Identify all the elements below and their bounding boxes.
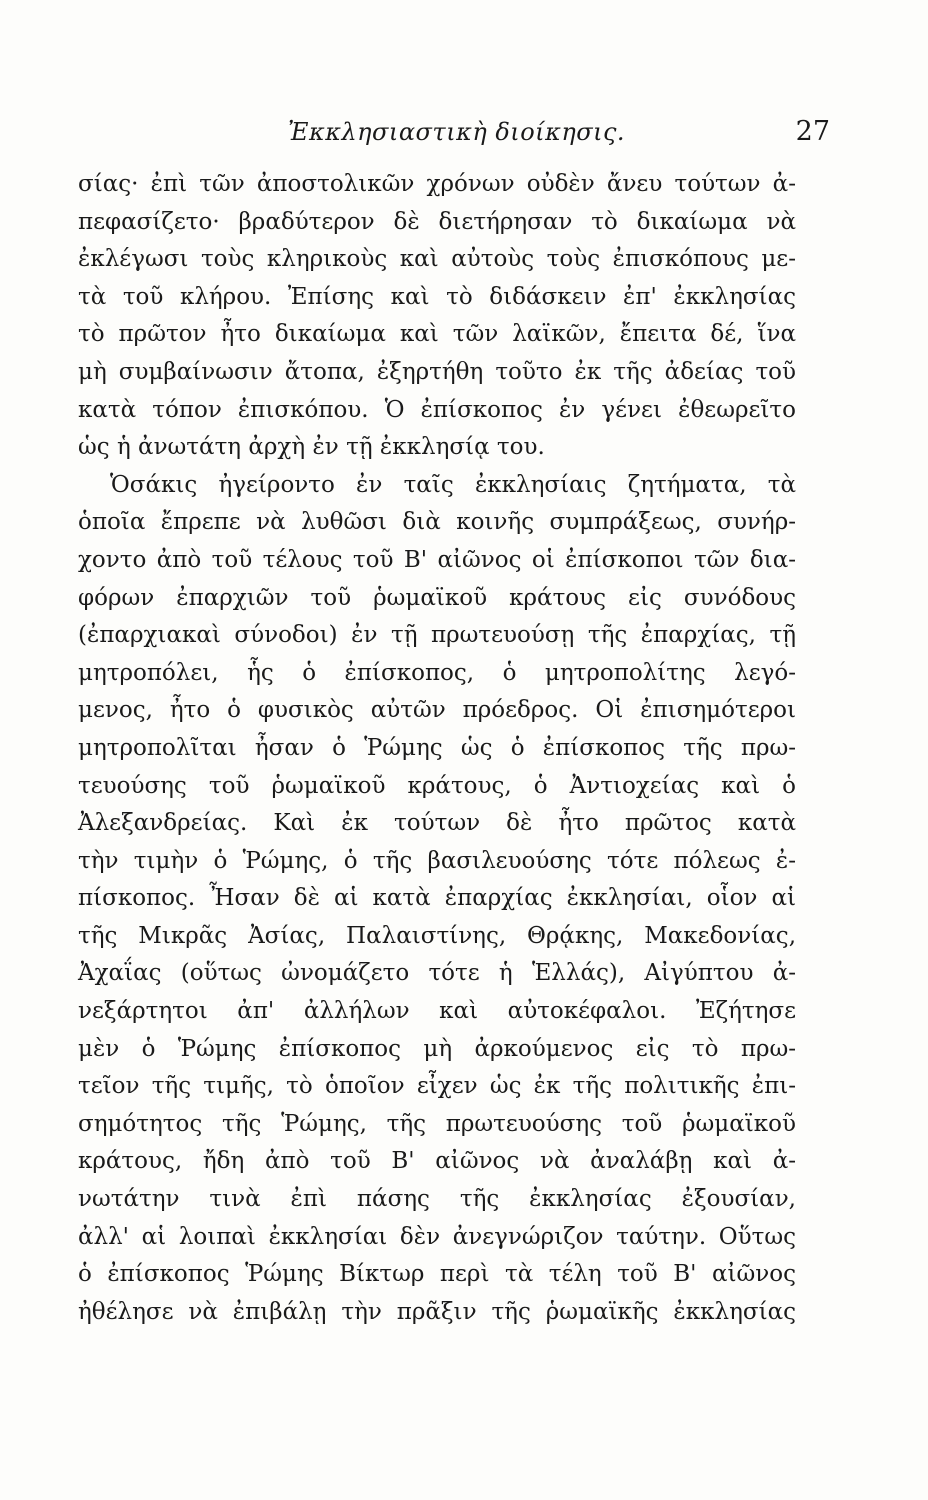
- text-line: ἀλλ' αἱ λοιπαὶ ἐκκλησίαι δὲν ἀνεγνώριζον ταύτην. Οὕτως: [78, 1223, 796, 1250]
- text-line: μητροπολῖται ἦσαν ὁ Ῥώμης ὡς ὁ ἐπίσκοπος τῆς πρω-: [78, 734, 796, 761]
- text-line: πίσκοπος. Ἦσαν δὲ αἱ κατὰ ἐπαρχίας ἐκκλησίαι, οἷον αἱ: [78, 885, 796, 912]
- text-line: ἠθέλησε νὰ ἐπιβάλῃ τὴν πρᾶξιν τῆς ῥωμαϊκῆς ἐκκλησίας: [78, 1298, 796, 1325]
- text-line: τὸ πρῶτον ἦτο δικαίωμα καὶ τῶν λαϊκῶν, ἔπειτα δέ, ἵνα: [78, 321, 796, 348]
- text-line: τῆς Μικρᾶς Ἀσίας, Παλαιστίνης, Θρᾴκης, Μακεδονίας,: [78, 922, 796, 949]
- text-line: σημότητος τῆς Ῥώμης, τῆς πρωτευούσης τοῦ ῥωμαϊκοῦ: [78, 1110, 796, 1137]
- text-line: σίας· ἐπὶ τῶν ἀποστολικῶν χρόνων οὐδὲν ἄνευ τούτων ἀ-: [78, 171, 796, 197]
- text-line: Ἀχαΐας (οὕτως ὠνομάζετο τότε ἡ Ἑλλάς), Αἰγύπτου ἀ-: [78, 960, 796, 987]
- text-line: τευούσης τοῦ ῥωμαϊκοῦ κράτους, ὁ Ἀντιοχείας καὶ ὁ: [78, 772, 796, 799]
- text-line: ὁποῖα ἔπρεπε νὰ λυθῶσι διὰ κοινῆς συμπράξεως, συνήρ-: [78, 509, 796, 536]
- text-line: τὴν τιμὴν ὁ Ῥώμης, ὁ τῆς βασιλευούσης τότε πόλεως ἐ-: [78, 847, 796, 874]
- paragraph-end-line: ὡς ἡ ἀνωτάτη ἀρχὴ ἐν τῇ ἐκκλησίᾳ του.: [78, 434, 545, 461]
- text-line: πεφασίζετο· βραδύτερον δὲ διετήρησαν τὸ δικαίωμα νὰ: [78, 208, 796, 235]
- body-text: [78, 166, 796, 1331]
- text-line: Ἀλεξανδρείας. Καὶ ἐκ τούτων δὲ ἦτο πρῶτος κατὰ: [78, 810, 796, 837]
- text-line: μὲν ὁ Ῥώμης ἐπίσκοπος μὴ ἀρκούμενος εἰς τὸ πρω-: [78, 1035, 796, 1062]
- running-head: [78, 118, 830, 148]
- text-line: τεῖον τῆς τιμῆς, τὸ ὁποῖον εἶχεν ὡς ἐκ τῆς πολιτικῆς ἐπι-: [78, 1073, 796, 1100]
- paragraph-start-line: Ὁσάκις ἠγείροντο ἐν ταῖς ἐκκλησίαις ζητήματα, τὰ: [110, 471, 796, 498]
- text-line: χοντο ἀπὸ τοῦ τέλους τοῦ Β' αἰῶνος οἱ ἐπίσκοποι τῶν δια-: [78, 546, 796, 573]
- text-line: μὴ συμβαίνωσιν ἄτοπα, ἐξηρτήθη τοῦτο ἐκ τῆς ἀδείας τοῦ: [78, 358, 796, 385]
- text-line: μενος, ἦτο ὁ φυσικὸς αὐτῶν πρόεδρος. Οἱ ἐπισημότεροι: [78, 697, 796, 724]
- text-line: μητροπόλει, ἧς ὁ ἐπίσκοπος, ὁ μητροπολίτης λεγό-: [78, 659, 796, 686]
- text-line: ἐκλέγωσι τοὺς κληρικοὺς καὶ αὐτοὺς τοὺς ἐπισκόπους με-: [78, 246, 796, 273]
- text-line: τὰ τοῦ κλήρου. Ἐπίσης καὶ τὸ διδάσκειν ἐπ' ἐκκλησίας: [78, 283, 796, 310]
- text-line: νωτάτην τινὰ ἐπὶ πάσης τῆς ἐκκλησίας ἐξουσίαν,: [78, 1186, 796, 1213]
- text-line: φόρων ἐπαρχιῶν τοῦ ῥωμαϊκοῦ κράτους εἰς συνόδους: [78, 584, 796, 611]
- text-line: ὁ ἐπίσκοπος Ῥώμης Βίκτωρ περὶ τὰ τέλη τοῦ Β' αἰῶνος: [78, 1261, 796, 1288]
- text-line: κράτους, ἤδη ἀπὸ τοῦ Β' αἰῶνος νὰ ἀναλάβῃ καὶ ἀ-: [78, 1148, 796, 1175]
- page-number: 27: [795, 116, 830, 147]
- text-line: (ἐπαρχιακαὶ σύνοδοι) ἐν τῇ πρωτευούσῃ τῆς ἐπαρχίας, τῇ: [78, 622, 796, 649]
- running-head-title: Ἐκκλησιαστικὴ διοίκησις.: [288, 118, 626, 146]
- text-line: νεξάρτητοι ἀπ' ἀλλήλων καὶ αὐτοκέφαλοι. Ἐζήτησε: [78, 998, 796, 1025]
- text-line: κατὰ τόπον ἐπισκόπου. Ὁ ἐπίσκοπος ἐν γένει ἐθεωρεῖτο: [78, 396, 796, 423]
